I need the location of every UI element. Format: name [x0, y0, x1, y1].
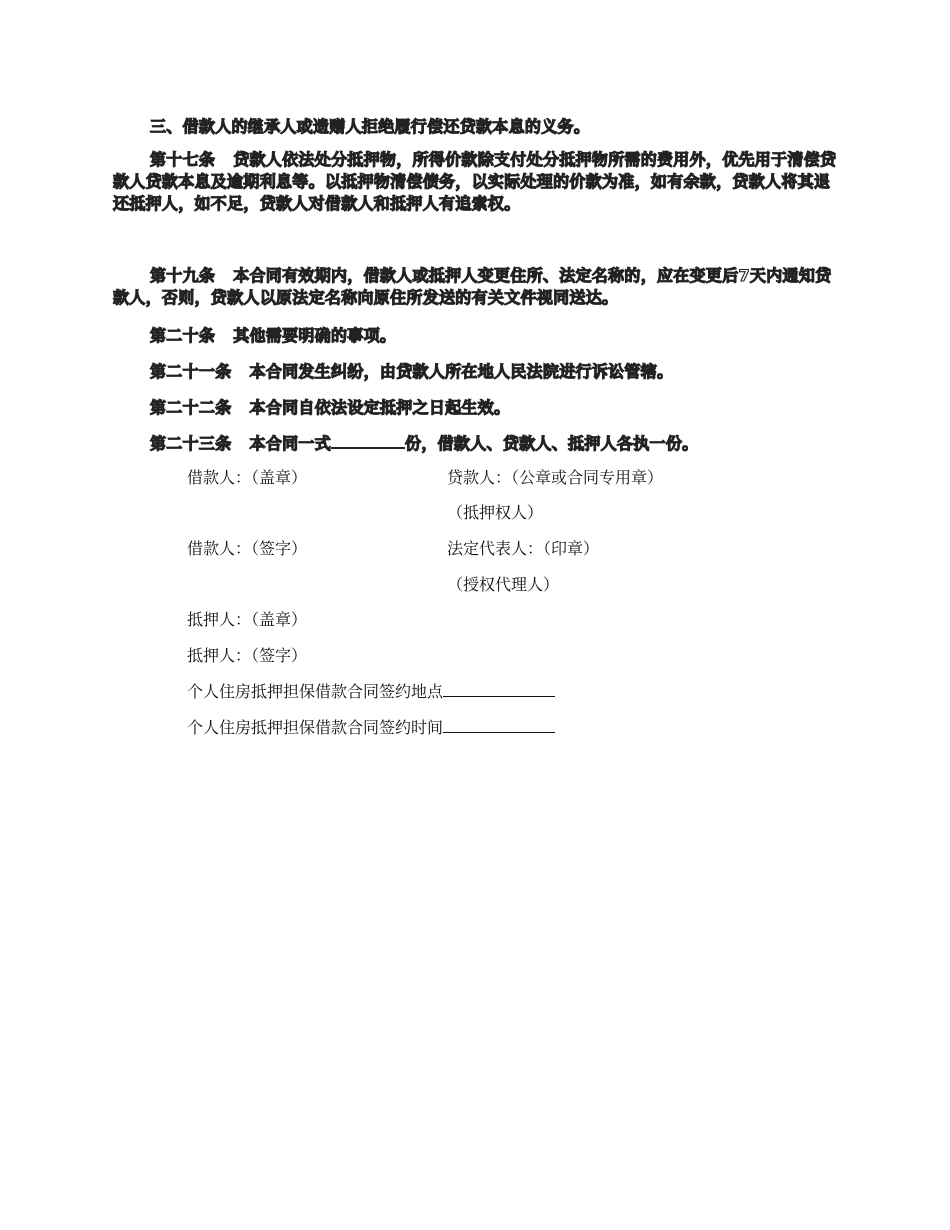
article-20	[150, 323, 396, 346]
article-20-text: 其他需要明确的事项。	[233, 326, 397, 345]
article-20-number: 第二十条	[150, 326, 216, 345]
legal-rep-label: 法定代表人：（印章）	[447, 539, 600, 558]
article-21	[150, 359, 673, 382]
article-23-number: 第二十三条	[150, 434, 232, 453]
article-17-number: 第十七条	[150, 150, 216, 169]
article-17-text: 贷款人依法处分抵押物，所得价款除支付处分抵押物所需的费用外，优先用于清偿贷款人贷款本息及逾期利息等。以抵押物清偿债务，以实际处理的价款为准，如有余款，贷款人将其退还抵押人，如不足，贷款人对借款人和抵押人有追索权。	[113, 150, 837, 213]
authorized-agent-label: （授权代理人）	[447, 575, 560, 594]
article-22-text: 本合同自依法设定抵押之日起生效。	[249, 398, 511, 417]
article-22-number: 第二十二条	[150, 398, 232, 417]
borrower-sign-label: 借款人：（签字）	[187, 539, 308, 558]
mortgagor-seal-label: 抵押人：（盖章）	[187, 610, 308, 629]
article-21-number: 第二十一条	[150, 362, 232, 381]
sign-place-label: 个人住房抵押担保借款合同签约地点	[187, 682, 444, 701]
sign-time-row	[187, 715, 555, 738]
article-21-text: 本合同发生纠纷，由贷款人所在地人民法院进行诉讼管辖。	[249, 362, 674, 381]
mortgagee-label: （抵押权人）	[447, 503, 544, 522]
sign-time-blank	[443, 716, 555, 733]
article-23-text-after: 份，借款人、贷款人、抵押人各执一份。	[405, 434, 699, 453]
borrower-seal-label: 借款人：（盖章）	[187, 468, 308, 487]
article-23-text-before: 本合同一式	[249, 434, 332, 453]
clause-item-3: 三、借款人的继承人或遗赠人拒绝履行偿还贷款本息的义务。	[150, 117, 591, 136]
article-19	[113, 265, 843, 309]
article-19-text: 本合同有效期内，借款人或抵押人变更住所、法定名称的，应在变更后7天内通知贷款人，否则，贷款人以原法定名称向原住所发送的有关文件视同送达。	[113, 266, 832, 307]
sign-time-label: 个人住房抵押担保借款合同签约时间	[187, 718, 444, 737]
sign-place-row	[187, 679, 555, 702]
article-22	[150, 395, 510, 418]
sign-place-blank	[443, 680, 555, 697]
article-23	[150, 431, 698, 454]
article-19-number: 第十九条	[150, 266, 216, 285]
copies-blank	[331, 433, 405, 449]
article-17	[113, 149, 843, 215]
mortgagor-sign-label: 抵押人：（签字）	[187, 646, 308, 665]
lender-seal-label: 贷款人：（公章或合同专用章）	[447, 468, 664, 487]
